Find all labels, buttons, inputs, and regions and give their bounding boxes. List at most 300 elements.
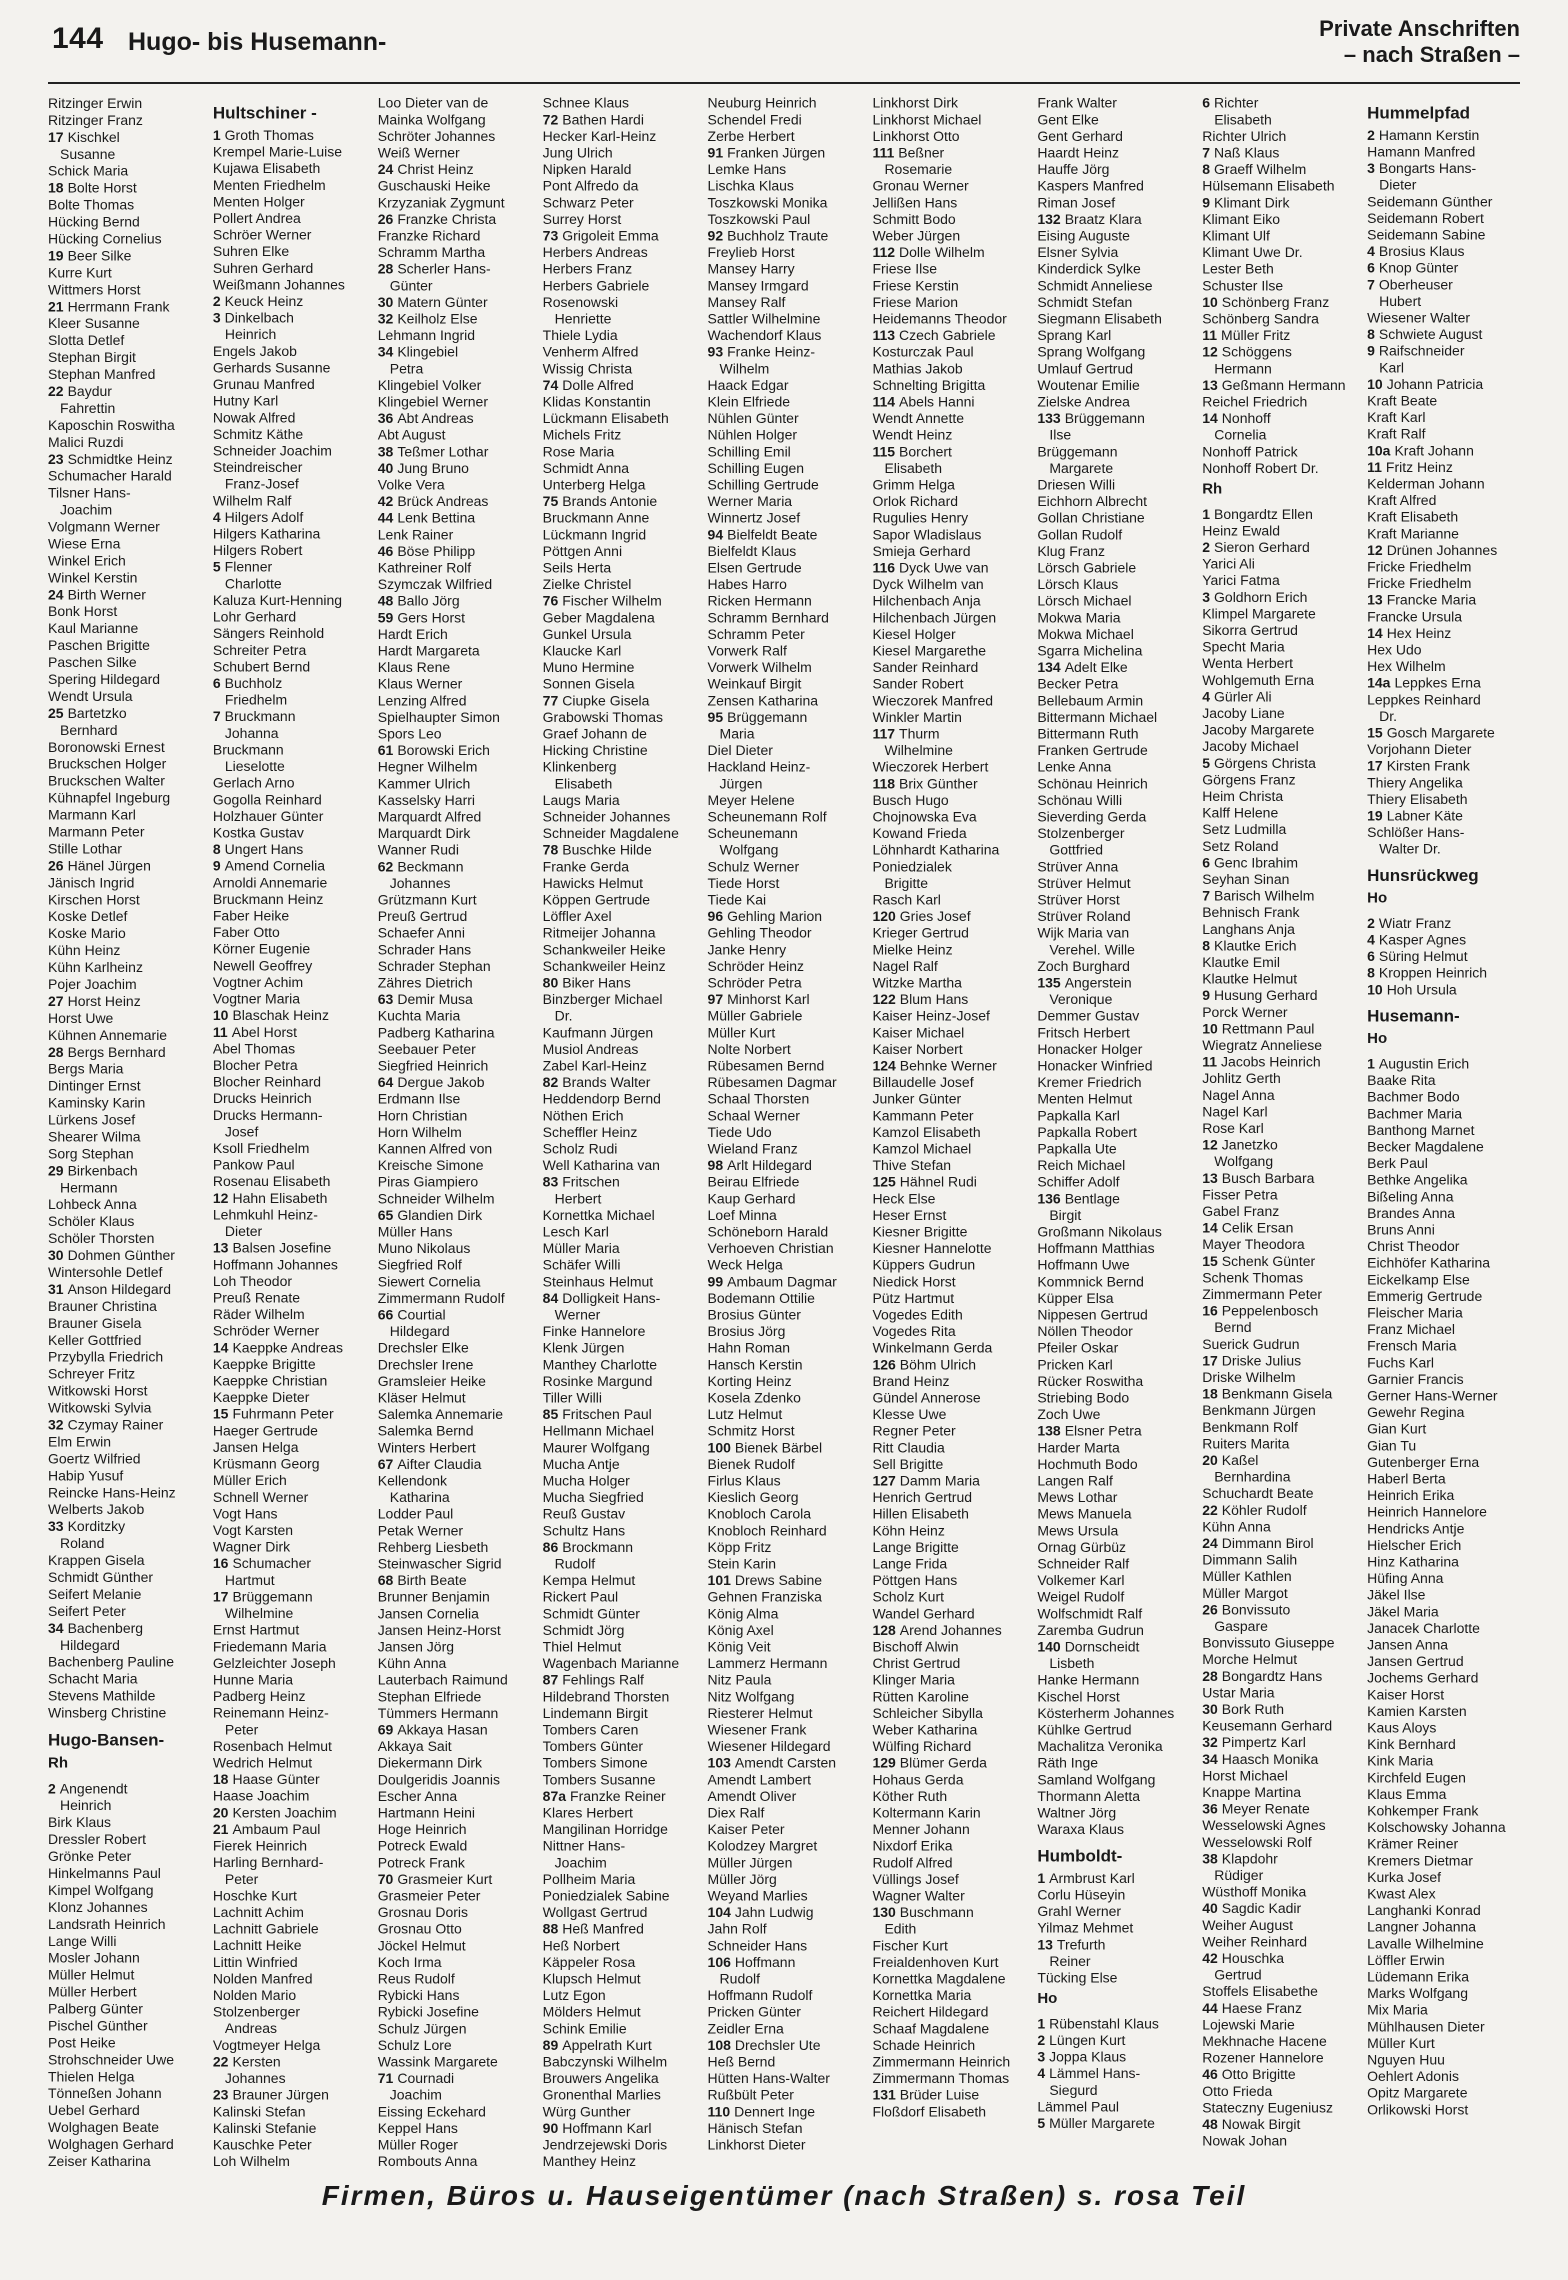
- directory-entry: [1202, 855, 1355, 872]
- resident-name: Bongardtz Hans: [1221, 1668, 1323, 1684]
- directory-entry: [1202, 1817, 1355, 1834]
- resident-name: Kischel Horst: [1037, 1688, 1120, 1705]
- resident-name: Sgarra Michelina: [1037, 642, 1143, 659]
- directory-entry: [708, 1274, 861, 1291]
- directory-entry: [543, 676, 696, 693]
- directory-entry: [543, 2087, 696, 2104]
- resident-name: Müller Margarete: [1049, 2115, 1155, 2131]
- directory-entry: [708, 1240, 861, 1257]
- resident-name: Groth Thomas: [224, 127, 314, 143]
- directory-entry: [378, 1672, 531, 1689]
- directory-entry: [48, 1518, 201, 1535]
- resident-name: Heddendorp Bernd: [542, 1091, 661, 1107]
- resident-name: Reuß Gustav: [542, 1506, 626, 1522]
- resident-name: Unterberg Helga: [542, 476, 646, 493]
- resident-name: Seidemann Günther: [1367, 193, 1493, 210]
- resident-name: Hoge Heinrich: [377, 1821, 467, 1838]
- resident-name: Kaiser Heinz-Josef: [872, 1008, 990, 1024]
- resident-name: Reus Rudolf: [377, 1970, 455, 1987]
- directory-entry: [543, 1041, 696, 1058]
- resident-name: Kujawa Elisabeth: [212, 160, 321, 177]
- resident-name: Friedhelm: [224, 691, 288, 708]
- directory-entry: [1367, 1587, 1520, 1604]
- directory-column: [708, 95, 861, 2170]
- resident-name: Pütz Hartmut: [872, 1290, 955, 1306]
- directory-entry: [872, 261, 1025, 278]
- directory-entry: [1367, 1936, 1520, 1953]
- resident-name: Vorwerk Wilhelm: [707, 659, 812, 676]
- house-number: 116: [872, 559, 896, 576]
- resident-name: Kiesner Hannelotte: [872, 1240, 992, 1257]
- resident-name: Mekhnache Hacene: [1202, 2033, 1327, 2049]
- resident-name: Kaiser Horst: [1367, 1686, 1445, 1703]
- resident-name: Weigel Rudolf: [1037, 1589, 1125, 1605]
- directory-entry: [708, 925, 861, 942]
- resident-name: Verehel. Wille: [1049, 941, 1135, 958]
- directory-entry: [1367, 1736, 1520, 1753]
- resident-name: Peter: [224, 1871, 259, 1887]
- directory-entry: [213, 426, 366, 443]
- directory-entry: [708, 2070, 861, 2087]
- directory-entry: [48, 1417, 201, 1434]
- resident-name: Blocher Reinhard: [212, 1073, 322, 1090]
- house-number: 42: [377, 493, 394, 510]
- directory-entry: [378, 693, 531, 710]
- directory-entry: [543, 709, 696, 726]
- resident-name: Kolschowsky Johanna: [1367, 1819, 1506, 1836]
- directory-entry: [543, 1755, 696, 1772]
- resident-name: Schaefer Anni: [377, 925, 465, 941]
- directory-entry: [708, 377, 861, 394]
- directory-entry: [872, 394, 1025, 411]
- entry-continuation: [48, 146, 201, 163]
- directory-entry: [1367, 2085, 1520, 2102]
- resident-name: Lohr Gerhard: [212, 608, 297, 625]
- resident-name: Katharina: [389, 1489, 450, 1506]
- resident-name: Brauner Jürgen: [232, 2086, 329, 2103]
- directory-entry: [543, 1689, 696, 1706]
- directory-entry: [1037, 792, 1190, 809]
- resident-name: Buchholz Traute: [727, 227, 829, 244]
- resident-name: Zeiser Katharina: [48, 2153, 151, 2170]
- directory-entry: [213, 2137, 366, 2154]
- entry-continuation: [378, 2087, 531, 2104]
- resident-name: Amendt Oliver: [707, 1788, 797, 1804]
- resident-name: Lüdemann Erika: [1367, 1968, 1470, 1985]
- house-number: 88: [542, 1921, 559, 1937]
- resident-name: Jansen Jörg: [377, 1638, 455, 1655]
- resident-name: Gronau Werner: [872, 178, 969, 194]
- house-number: 7: [1202, 144, 1211, 161]
- resident-name: Vogt Hans: [212, 1505, 278, 1522]
- resident-name: Horn Wilhelm: [377, 1124, 462, 1140]
- resident-name: Elisabeth: [884, 460, 943, 476]
- directory-entry: [1367, 210, 1520, 227]
- directory-entry: [872, 958, 1025, 975]
- directory-entry: [213, 1771, 366, 1788]
- directory-entry: [708, 1556, 861, 1573]
- house-number: 10a: [1367, 442, 1391, 459]
- resident-name: Heinz Ewald: [1202, 522, 1281, 539]
- resident-name: Wohlgemuth Erna: [1202, 672, 1315, 688]
- house-number: 4: [1367, 931, 1375, 948]
- directory-entry: [1367, 1288, 1520, 1305]
- directory-entry: [48, 281, 201, 298]
- directory-entry: [378, 842, 531, 859]
- house-number: 1: [1202, 506, 1211, 522]
- directory-entry: [872, 1041, 1025, 1058]
- entry-continuation: [1037, 1655, 1190, 1672]
- resident-name: Lohbeck Anna: [48, 1196, 137, 1213]
- resident-name: Henrich Gertrud: [872, 1489, 973, 1506]
- house-number: 9: [1202, 987, 1211, 1004]
- directory-entry: [1367, 227, 1520, 244]
- directory-entry: [378, 1572, 531, 1589]
- directory-entry: [872, 859, 1025, 876]
- directory-entry: [1202, 821, 1355, 838]
- directory-entry: [1202, 838, 1355, 855]
- resident-name: Harling Bernhard-: [212, 1854, 324, 1871]
- resident-name: Rudolf: [719, 1970, 761, 1987]
- resident-name: Hoffmann: [734, 1954, 796, 1970]
- resident-name: Kremer Friedrich: [1037, 1074, 1142, 1091]
- directory-entry: [1367, 1139, 1520, 1156]
- resident-name: Nitz Wolfgang: [707, 1688, 795, 1705]
- directory-entry: [872, 2021, 1025, 2038]
- directory-entry: [872, 1539, 1025, 1556]
- house-number: 16: [1202, 1302, 1218, 1319]
- directory-entry: [872, 1772, 1025, 1789]
- directory-entry: [213, 2153, 366, 2170]
- resident-name: Werner: [554, 1306, 601, 1323]
- resident-name: Langen Ralf: [1037, 1472, 1113, 1489]
- resident-name: Bienek Rudolf: [707, 1456, 795, 1472]
- directory-entry: [543, 1722, 696, 1739]
- resident-name: Rosenau Elisabeth: [212, 1173, 331, 1190]
- resident-name: Klaucke Karl: [542, 642, 622, 659]
- directory-entry: [543, 1124, 696, 1141]
- resident-name: Biker Hans: [562, 974, 631, 991]
- resident-name: Petak Werner: [377, 1522, 464, 1539]
- directory-entry: [378, 825, 531, 842]
- directory-entry: [708, 875, 861, 892]
- resident-name: Schmidt Stefan: [1037, 294, 1133, 310]
- resident-name: Goldhorn Erich: [1214, 589, 1308, 605]
- directory-entry: [48, 536, 201, 553]
- directory-entry: [872, 942, 1025, 959]
- directory-entry: [1202, 1436, 1355, 1453]
- resident-name: Andreas: [224, 2020, 278, 2037]
- resident-name: Gündel Annerose: [872, 1389, 981, 1406]
- directory-entry: [1202, 1419, 1355, 1436]
- resident-name: Janetzko: [1221, 1136, 1278, 1153]
- directory-entry: [1202, 1685, 1355, 1702]
- directory-entry: [213, 675, 366, 692]
- resident-name: Jendrzejewski Doris: [542, 2136, 668, 2153]
- resident-name: Stoffels Elisabethe: [1202, 1983, 1318, 2000]
- house-number: 99: [707, 1273, 724, 1290]
- resident-name: Heck Else: [872, 1190, 936, 1207]
- directory-entry: [48, 2102, 201, 2119]
- directory-entry: [213, 1937, 366, 1954]
- directory-entry: [1037, 1722, 1190, 1739]
- directory-entry: [708, 1074, 861, 1091]
- directory-entry: [872, 693, 1025, 710]
- resident-name: Jochems Gerhard: [1367, 1670, 1479, 1686]
- resident-name: Wesselowski Agnes: [1202, 1817, 1326, 1834]
- resident-name: Schink Emilie: [542, 2020, 627, 2037]
- directory-entry: [1202, 1054, 1355, 1071]
- resident-name: Engels Jakob: [212, 343, 297, 359]
- resident-name: Dyck Wilhelm van: [872, 576, 984, 593]
- entry-continuation: [213, 1223, 366, 1240]
- resident-name: Wüsthoff Monika: [1202, 1883, 1307, 1900]
- resident-name: Vogedes Edith: [872, 1306, 963, 1323]
- directory-entry: [872, 1440, 1025, 1457]
- resident-name: Sander Robert: [872, 676, 964, 692]
- directory-entry: [48, 2119, 201, 2136]
- resident-name: Krüsmann Georg: [212, 1455, 320, 1472]
- resident-name: Witkowski Horst: [48, 1382, 148, 1399]
- directory-entry: [1367, 1985, 1520, 2002]
- resident-name: Volke Vera: [377, 476, 445, 493]
- resident-name: Lauterbach Raimund: [377, 1672, 508, 1688]
- resident-name: Wesselowski Rolf: [1202, 1834, 1312, 1850]
- resident-name: Linkhorst Otto: [872, 128, 960, 144]
- directory-entry: [1202, 2066, 1355, 2083]
- directory-entry: [708, 2137, 861, 2154]
- house-number: 101: [707, 1572, 731, 1589]
- resident-name: Bachenberg: [67, 1619, 144, 1636]
- resident-name: Habip Yusuf: [48, 1467, 124, 1484]
- resident-name: Sell Brigitte: [872, 1456, 944, 1472]
- directory-entry: [1037, 410, 1190, 427]
- resident-name: Christ Heinz: [397, 161, 474, 178]
- resident-name: Veronique: [1049, 991, 1113, 1008]
- resident-name: Bielfeldt Klaus: [707, 543, 797, 559]
- resident-name: Tönneßen Johann: [48, 2085, 162, 2102]
- directory-entry: [1037, 1903, 1190, 1920]
- directory-entry: [378, 1207, 531, 1224]
- directory-entry: [1037, 958, 1190, 975]
- resident-name: Hücking Bernd: [48, 213, 140, 230]
- directory-entry: [1367, 1155, 1520, 1172]
- directory-entry: [48, 925, 201, 942]
- directory-entry: [543, 1473, 696, 1490]
- directory-entry: [543, 1274, 696, 1291]
- resident-name: Yilmaz Mehmet: [1037, 1920, 1134, 1936]
- resident-name: Joachim: [389, 2087, 442, 2103]
- resident-name: Brüggemann: [1064, 410, 1145, 427]
- street-heading: Hunsrückweg: [1367, 866, 1479, 885]
- directory-entry: [213, 2004, 366, 2021]
- resident-name: Lester Beth: [1202, 261, 1274, 277]
- resident-name: Demir Musa: [397, 991, 473, 1008]
- house-number: 10: [1367, 981, 1383, 998]
- directory-entry: [48, 1848, 201, 1865]
- house-number: 10: [212, 1007, 229, 1024]
- resident-name: Schröder Werner: [212, 1323, 320, 1339]
- resident-name: Zimmermann Rudolf: [377, 1290, 505, 1306]
- resident-name: Malici Ruzdi: [48, 433, 124, 450]
- house-number: 6: [212, 675, 221, 691]
- resident-name: Tombers Susanne: [542, 1771, 656, 1788]
- resident-name: Hutny Karl: [212, 392, 279, 409]
- directory-entry: [48, 807, 201, 824]
- entry-continuation: [708, 1971, 861, 1988]
- entry-continuation: [1202, 1618, 1355, 1635]
- directory-entry: [48, 1620, 201, 1637]
- directory-entry: [708, 693, 861, 710]
- directory-entry: [1202, 1369, 1355, 1386]
- directory-entry: [872, 178, 1025, 195]
- directory-entry: [1367, 775, 1520, 792]
- directory-entry: [708, 1257, 861, 1274]
- directory-entry: [543, 493, 696, 510]
- resident-name: Bergs Maria: [48, 1060, 124, 1077]
- directory-entry: [708, 1008, 861, 1025]
- entry-continuation: [543, 1855, 696, 1872]
- directory-entry: [378, 410, 531, 427]
- directory-entry: [543, 410, 696, 427]
- directory-entry: [378, 1041, 531, 1058]
- directory-entry: [378, 1074, 531, 1091]
- directory-entry: [378, 1307, 531, 1324]
- resident-name: Floßdorf Elisabeth: [872, 2103, 987, 2120]
- resident-name: Jacoby Liane: [1202, 705, 1285, 721]
- resident-name: Jöckel Helmut: [377, 1937, 466, 1954]
- directory-entry: [872, 1556, 1025, 1573]
- resident-name: Jänisch Ingrid: [48, 874, 135, 891]
- resident-name: Nitz Paula: [707, 1672, 772, 1688]
- directory-entry: [48, 756, 201, 773]
- resident-name: Vogt Karsten: [212, 1522, 294, 1538]
- directory-entry: [378, 1506, 531, 1523]
- house-number: 124: [872, 1057, 896, 1074]
- directory-entry: [213, 376, 366, 393]
- directory-entry: [543, 543, 696, 560]
- house-number: 95: [707, 709, 724, 725]
- directory-entry: [48, 1950, 201, 1967]
- resident-name: Doulgeridis Joannis: [377, 1771, 500, 1788]
- resident-name: Winters Herbert: [377, 1439, 476, 1456]
- resident-name: Bachmer Maria: [1367, 1105, 1463, 1122]
- directory-entry: [213, 343, 366, 360]
- directory-entry: [48, 1010, 201, 1027]
- resident-name: Loef Minna: [707, 1207, 777, 1223]
- directory-entry: [1037, 1025, 1190, 1042]
- resident-name: Tilsner Hans-: [48, 484, 131, 501]
- resident-name: Yarici Fatma: [1202, 572, 1280, 589]
- house-number: 42: [1202, 1950, 1218, 1966]
- directory-entry: [872, 1174, 1025, 1191]
- directory-entry: [1037, 2099, 1190, 2116]
- directory-entry: [543, 875, 696, 892]
- resident-name: Scholz Kurt: [872, 1589, 945, 1605]
- directory-entry: [872, 1987, 1025, 2004]
- resident-name: Lenk Bettina: [397, 510, 476, 526]
- directory-entry: [48, 315, 201, 332]
- house-number: 15: [1202, 1253, 1218, 1269]
- resident-name: Winnertz Josef: [707, 510, 801, 526]
- house-number: 132: [1037, 211, 1061, 227]
- entry-continuation: [378, 278, 531, 295]
- resident-name: Wieczorek Manfred: [872, 692, 994, 709]
- directory-entry: [1202, 244, 1355, 261]
- resident-name: Lojewski Marie: [1202, 2016, 1295, 2033]
- directory-entry: [1202, 1253, 1355, 1270]
- directory-entry: [378, 1025, 531, 1042]
- directory-entry: [213, 1589, 366, 1606]
- directory-entry: [1367, 1371, 1520, 1388]
- resident-name: Wenta Herbert: [1202, 655, 1293, 672]
- directory-entry: [708, 294, 861, 311]
- directory-entry: [213, 2104, 366, 2121]
- entry-continuation: [543, 311, 696, 328]
- resident-name: Kink Bernhard: [1367, 1736, 1456, 1753]
- resident-name: Räder Wilhelm: [212, 1306, 305, 1323]
- resident-name: Bonk Horst: [48, 603, 118, 620]
- directory-entry: [378, 776, 531, 793]
- resident-name: Dohmen Günther: [67, 1247, 175, 1264]
- directory-column: [213, 95, 366, 2170]
- directory-entry: [708, 908, 861, 925]
- resident-name: Elsner Sylvia: [1037, 244, 1119, 261]
- resident-name: Amend Cornelia: [224, 857, 326, 874]
- directory-entry: [1037, 1506, 1190, 1523]
- directory-entry: [708, 825, 861, 842]
- resident-name: Kieslich Georg: [707, 1489, 799, 1506]
- directory-entry: [1037, 1274, 1190, 1291]
- directory-entry: [48, 908, 201, 925]
- directory-entry: [708, 1423, 861, 1440]
- directory-entry: [543, 2054, 696, 2071]
- directory-entry: [1037, 161, 1190, 178]
- resident-name: Klingebiel: [397, 344, 459, 360]
- resident-name: Driske Julius: [1221, 1352, 1302, 1369]
- directory-entry: [1202, 1386, 1355, 1403]
- resident-name: Poniedzialek Sabine: [542, 1887, 670, 1904]
- directory-entry: [708, 1373, 861, 1390]
- resident-name: Kühnen Annemarie: [48, 1026, 168, 1043]
- directory-entry: [543, 128, 696, 145]
- resident-name: Brück Andreas: [397, 493, 489, 510]
- resident-name: Borchert: [899, 443, 952, 460]
- directory-columns: [48, 95, 1520, 2170]
- directory-entry: [708, 1406, 861, 1423]
- resident-name: Ungert Hans: [224, 841, 304, 858]
- directory-entry: [1037, 128, 1190, 145]
- directory-entry: [1037, 1738, 1190, 1755]
- house-number: 112: [872, 244, 896, 261]
- directory-entry: [1037, 145, 1190, 162]
- resident-name: Johannes: [224, 2070, 286, 2086]
- directory-entry: [1037, 925, 1190, 942]
- resident-name: Hauffe Jörg: [1037, 161, 1110, 178]
- resident-name: Stateczny Eugeniusz: [1202, 2099, 1333, 2116]
- resident-name: Grosnau Otto: [377, 1921, 462, 1937]
- directory-entry: [543, 908, 696, 925]
- directory-entry: [48, 959, 201, 976]
- directory-entry: [1037, 1755, 1190, 1772]
- directory-entry: [872, 1191, 1025, 1208]
- entry-continuation: [1037, 942, 1190, 959]
- resident-name: Bachenberg Pauline: [48, 1653, 175, 1670]
- resident-name: Sprang Wolfgang: [1037, 344, 1146, 360]
- resident-name: Bernd: [1214, 1319, 1252, 1336]
- resident-name: Löhnhardt Katharina: [872, 842, 1000, 858]
- directory-entry: [378, 1904, 531, 1921]
